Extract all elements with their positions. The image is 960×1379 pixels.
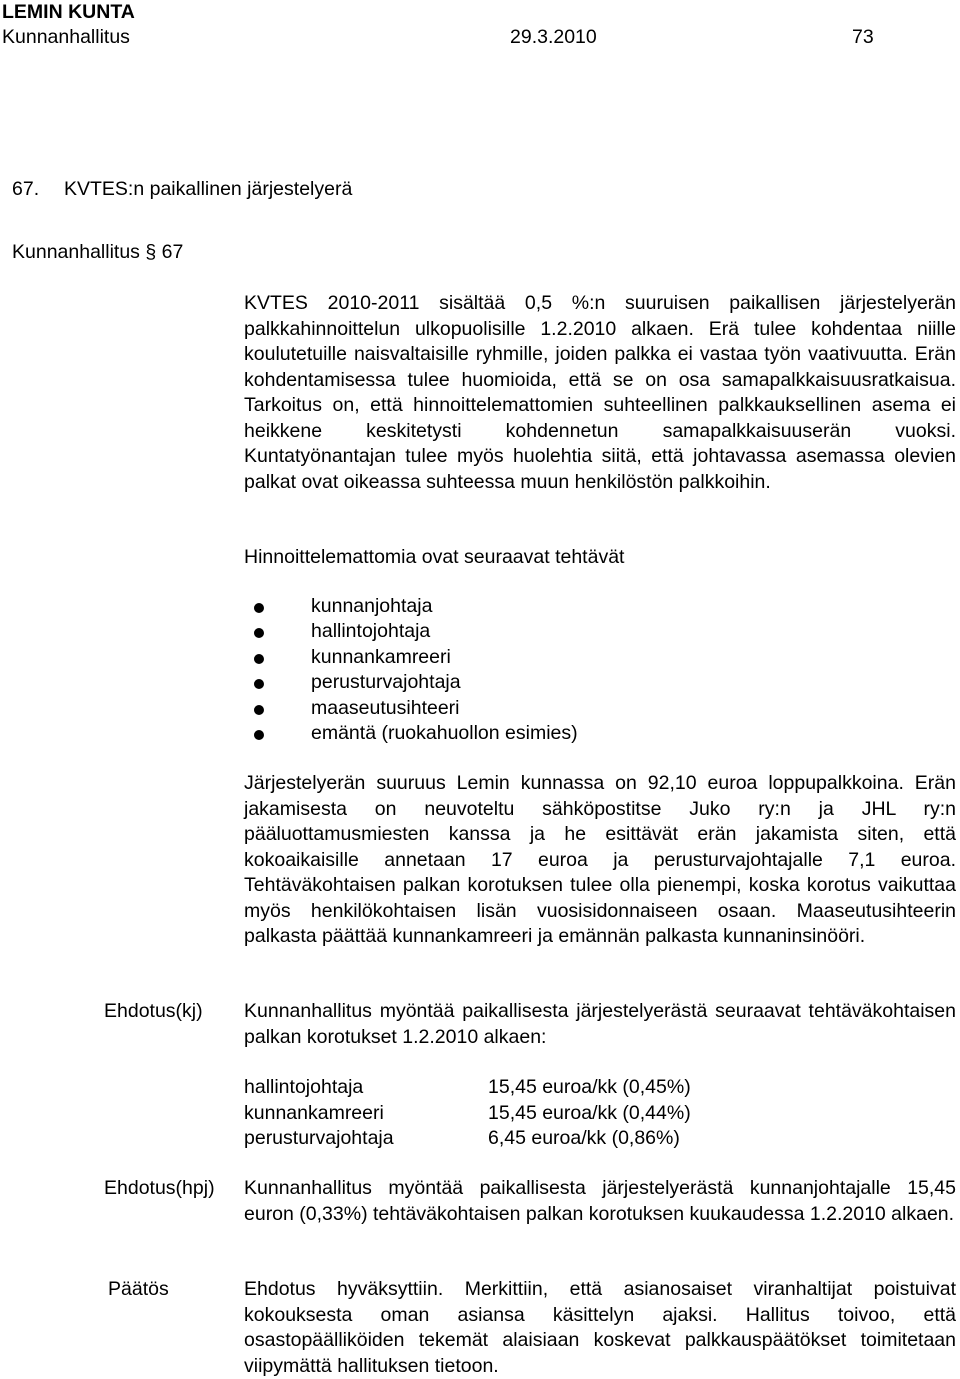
section-title: KVTES:n paikallinen järjestelyerä <box>64 178 353 200</box>
proposal-hpj-label: Ehdotus(hpj) <box>104 1177 215 1199</box>
bullet-icon <box>254 654 264 664</box>
list-item: kunnankamreeri <box>244 645 844 670</box>
intro-paragraph: KVTES 2010-2011 sisältää 0,5 %:n suuruisen paikallisen järjestelyerän palkkahinnoittelun ulkopuolisille 1.2.2010 alkaen. Erä tulee kohdentaa niille koulutetuille naisvaltaisille ryhmille, joiden palkka ei vastaa työn vaativuutta. Erän kohdentamisessa tulee huomioida, että se on osa samapalkkaisuusratkaisua. Tarkoitus on, että hinnoittelemattomien suhteellinen palkkauksellinen asema ei heikkene keskitetysti kohdennetun samapalkkaisuuserän vuoksi. Kuntatyönantajan tulee myös huolehtia siitä, että johtavassa asemassa olevien palkat ovat oikeassa suhteessa muun henkilöstön palkkoihin. <box>244 292 956 493</box>
list-item: maaseutusihteeri <box>244 696 844 721</box>
document-body: Kunnanhallitus <box>2 26 130 48</box>
rates-table <box>244 1075 691 1152</box>
rate-amount: 15,45 euroa/kk (0,44%) <box>488 1101 691 1124</box>
proposal-kj-text: Kunnanhallitus myöntää paikallisesta järjestelyerästä seuraavat tehtäväkohtaisen palkan korotukset 1.2.2010 alkaen: <box>244 1000 956 1048</box>
bullet-icon <box>254 705 264 715</box>
rate-role: perusturvajohtaja <box>244 1127 394 1149</box>
bullet-icon <box>254 730 264 740</box>
rate-role: hallintojohtaja <box>244 1076 364 1098</box>
allocation-paragraph: Järjestelyerän suuruus Lemin kunnassa on 92,10 euroa loppupalkkoina. Erän jakamisesta on neuvoteltu sähköpostitse Juko ry:n ja JHL ry:n pääluottamusmiesten kanssa ja he esittävät erän jakamista siten, että kokoaikaisille annetaan 17 euroa ja perusturvajohtajalle 7,1 euroa. Tehtäväkohtaisen palkan korotuksen tulee olla pienempi, koska korotus vaikuttaa myös henkilökohtaisen lisän vuosisidonnaiseen osaan. Maaseutusihteerin palkasta päättää kunnankamreeri ja emännän palkasta kunnaninsinööri. <box>244 772 956 947</box>
meeting-date: 29.3.2010 <box>510 26 597 48</box>
table-row <box>244 1126 691 1152</box>
list-item: perusturvajohtaja <box>244 670 844 695</box>
page-number: 73 <box>852 26 874 48</box>
bullet-icon <box>254 628 264 638</box>
rate-role: kunnankamreeri <box>244 1101 384 1124</box>
municipality-name: LEMIN KUNTA <box>2 1 135 23</box>
list-item: kunnanjohtaja <box>244 594 844 619</box>
roles-list <box>244 594 844 746</box>
list-item: emäntä (ruokahuollon esimies) <box>244 721 844 746</box>
list-item: hallintojohtaja <box>244 619 844 644</box>
section-number: 67. <box>12 178 40 200</box>
table-row <box>244 1075 691 1101</box>
proposal-kj-label: Ehdotus(kj) <box>104 1000 203 1022</box>
rate-amount: 6,45 euroa/kk (0,86%) <box>488 1127 680 1149</box>
decision-text: Ehdotus hyväksyttiin. Merkittiin, että asianosaiset viranhaltijat poistuivat kokouksesta oman asiansa käsittelyn ajaksi. Hallitus toivoo, että osastopäälliköiden tekemät alaisiaan koskevat palkkauspäätökset toimitetaan viipymättä hallituksen tietoon. <box>244 1278 956 1377</box>
proposal-hpj-text: Kunnanhallitus myöntää paikallisesta järjestelyerästä kunnanjohtajalle 15,45 euron (0,33%) tehtäväkohtaisen palkan korotuksen kuukaudessa 1.2.2010 alkaen. <box>244 1177 956 1225</box>
rate-amount: 15,45 euroa/kk (0,45%) <box>488 1076 691 1098</box>
bullet-icon <box>254 603 264 613</box>
bullet-icon <box>254 679 264 689</box>
decision-label: Päätös <box>108 1278 169 1300</box>
table-row <box>244 1101 691 1127</box>
list-heading: Hinnoittelemattomia ovat seuraavat tehtävät <box>244 546 625 568</box>
section-reference: Kunnanhallitus § 67 <box>12 241 184 263</box>
